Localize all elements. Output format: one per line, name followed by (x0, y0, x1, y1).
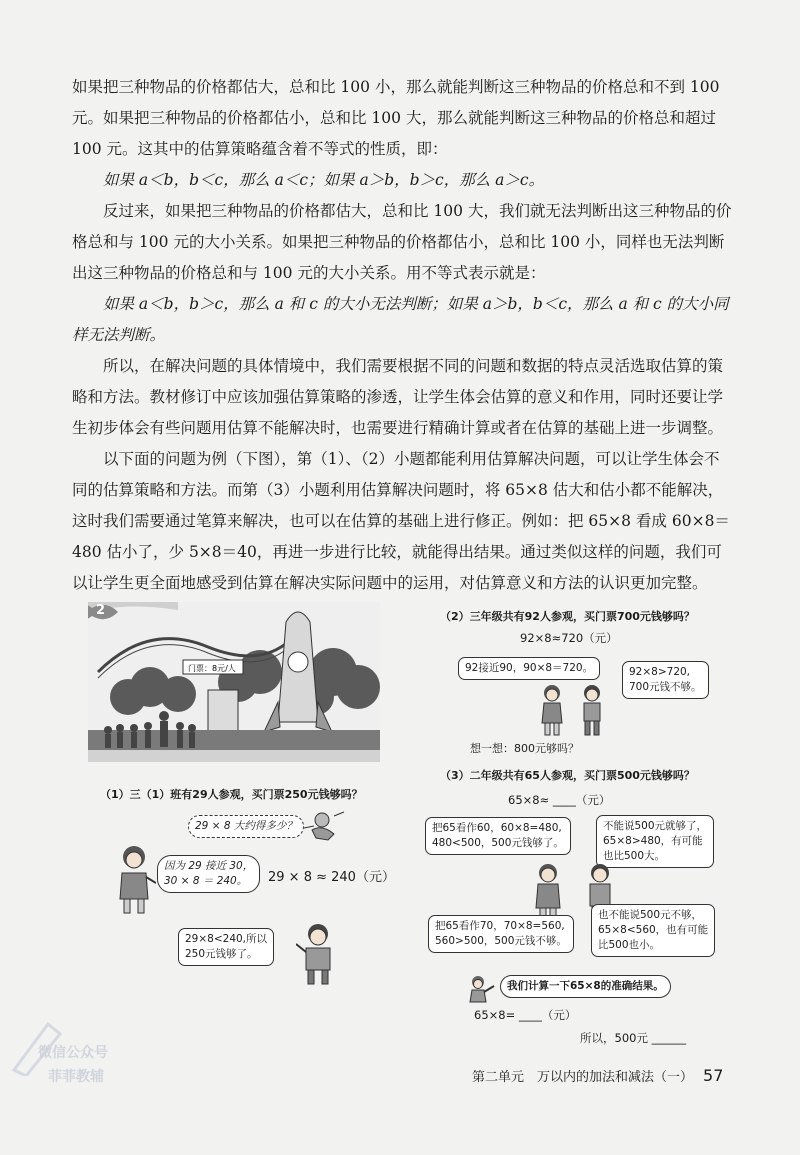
paragraph-3: 所以，在解决问题的具体情境中，我们需要根据不同的问题和数据的特点灵活选取估算的策略和方法。教材修订中应该加强估算策略的渗透，让学生体会估算的意义和作用，同时还要让学生初步体会有些问题用估算不能解决时，也需要进行精确计算或者在估算的基础上进一步调整。 (72, 357, 724, 437)
paragraph-inequality-1: 如果 a＜b，b＜c，那么 a＜c；如果 a＞b，b＞c，那么 a＞c。 (103, 171, 545, 189)
speech-bubble-q3-top-right: 不能说500元就够了， 65×8>480，有可能 也比500大。 (596, 815, 714, 868)
thought-bubble-q1: 29 × 8 大约得多少？ (188, 815, 304, 838)
unit-title: 第二单元 万以内的加法和减法（一） (472, 1070, 694, 1085)
girl-boy-pair-icon (532, 683, 612, 739)
flying-kid-icon (300, 808, 346, 844)
equation-q3-exact: 65×8= ____（元） (474, 1008, 577, 1022)
boy-icon (296, 920, 340, 986)
paragraph-2: 反过来，如果把三种物品的价格都估大，总和比 100 大，我们就无法判断出这三种物品的价格总和与 100 元的大小关系。如果把三种物品的价格都估小，总和比 100 小，同样也无法判断出这三种物品的价格总和与 100 元的大小关系。用不等式表示就是： (72, 202, 732, 282)
speech-bubble-q2-left: 92接近90，90×8＝720。 (458, 657, 600, 680)
question-2: （2）三年级共有92人参观，买门票700元钱够吗？ (440, 610, 695, 623)
equation-q2: 92×8≈720（元） (520, 631, 618, 645)
speech-bubble-q2-right: 92×8>720, 700元钱不够。 (622, 661, 709, 699)
equation-q3: 65×8≈ ____（元） (508, 793, 611, 807)
think-q2: 想一想：800元够吗？ (470, 742, 579, 755)
body-text (72, 72, 734, 599)
paragraph-inequality-2: 如果 a＜b，b＞c，那么 a 和 c 的大小无法判断；如果 a＞b，b＜c，那么 a 和 c 的大小同样无法判断。 (72, 295, 729, 344)
speech-bubble-q1-girl: 因为 29 接近 30， 30 × 8 ＝ 240。 (157, 855, 260, 893)
watermark (8, 1010, 148, 1090)
speech-bubble-q3-bottom-left: 把65看作70，70×8=560, 560>500，500元钱不够。 (428, 915, 574, 953)
page-footer (472, 1066, 723, 1085)
answer-bubble-q1: 29×8<240,所以 250元钱够了。 (178, 928, 274, 966)
park-illustration (88, 602, 380, 762)
speech-bubble-q3-calc: 我们计算一下65×8的准确结果。 (500, 975, 671, 998)
paragraph-1: 如果把三种物品的价格都估大，总和比 100 小，那么就能判断这三种物品的价格总和不到 100 元。如果把三种物品的价格都估小，总和比 100 大，那么就能判断这三种物品的价格总和超过 100 元。这其中的估算策略蕴含着不等式的性质，即： (72, 78, 720, 158)
speech-bubble-q3-bottom-right: 也不能说500元不够， 65×8<560，也有可能 比500也小。 (591, 904, 715, 957)
question-1: （1）三（1）班有29人参观，买门票250元钱够吗？ (100, 788, 363, 801)
equation-q1: 29 × 8 ≈ 240（元） (268, 870, 395, 885)
ticket-sign-text: 门票：8元/人 (188, 664, 236, 673)
paragraph-4: 以下面的问题为例（下图），第（1）、（2）小题都能利用估算解决问题，可以让学生体会不同的估算策略和方法。而第（3）小题利用估算解决问题时，将 65×8 估大和估小都不能解决，这时我们需要通过笔算来解决，也可以在估算的基础上进行修正。例如：把 65×8 看成 60×8＝480 估小了，少 5×8＝40，再进一步进行比较，就能得出结果。通过类似这样的问题，我们可以让学生更全面地感受到估算在解决实际问题中的运用，对估算意义和方法的认识更加完整。 (72, 450, 730, 592)
girl-icon (112, 843, 156, 915)
watermark-line-1: 微信公众号 (38, 1045, 108, 1061)
speech-bubble-q3-top-left: 把65看作60，60×8=480, 480<500，500元钱够了。 (425, 817, 571, 855)
badge: 2 (96, 603, 106, 618)
page-number: 57 (703, 1066, 724, 1085)
question-3: （3）二年级共有65人参观，买门票500元钱够吗？ (440, 769, 695, 782)
conclusion-q3: 所以，500元 ______ (580, 1031, 687, 1045)
small-kid-icon (464, 974, 496, 1010)
watermark-line-2: 菲菲教辅 (48, 1069, 104, 1085)
